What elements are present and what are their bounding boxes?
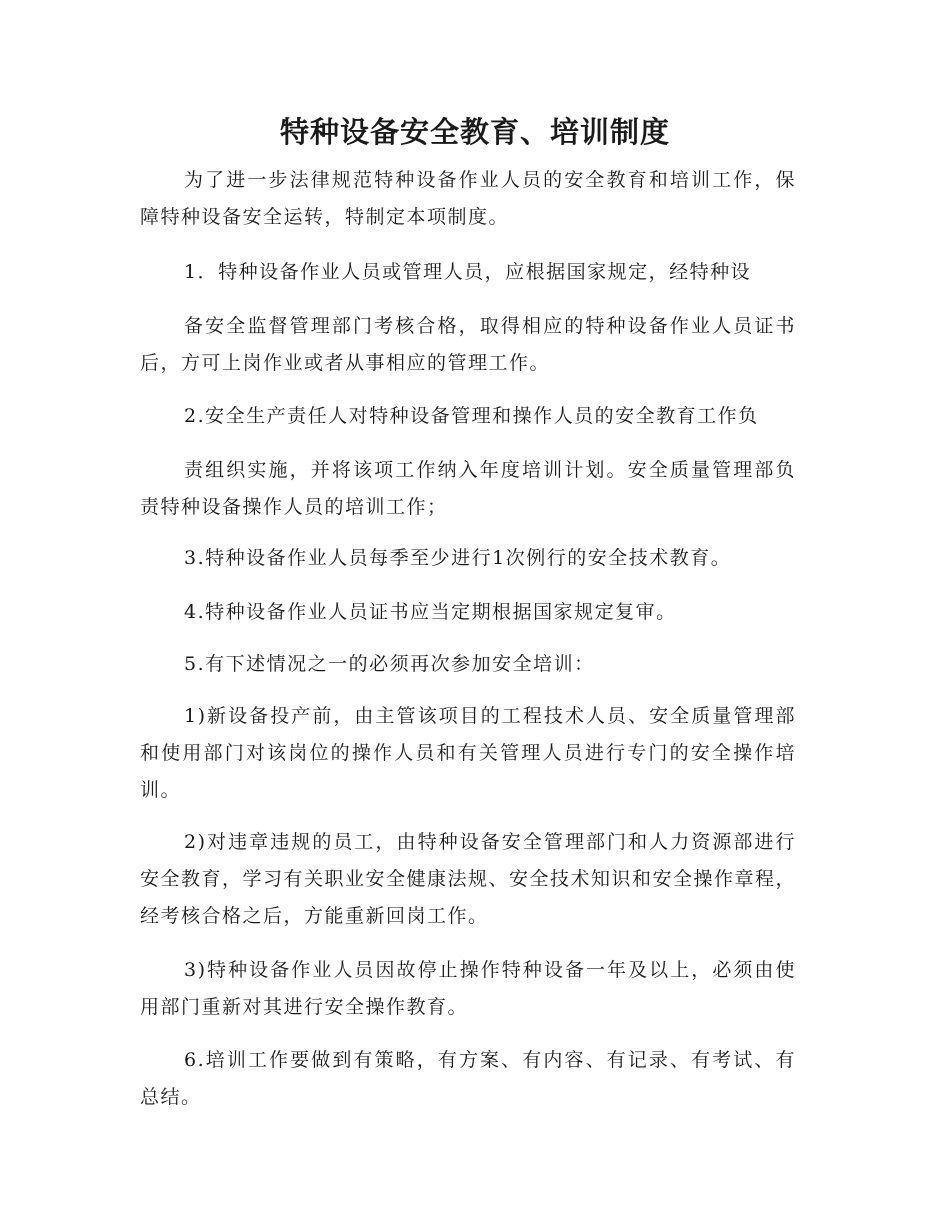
item-2-first-line: 2.安全生产责任人对特种设备管理和操作人员的安全教育工作负 xyxy=(184,405,759,427)
item-1-first-line: 1．特种设备作业人员或管理人员，应根据国家规定，经特种设 xyxy=(184,261,752,283)
item-1-continuation: 备安全监督管理部门考核合格，取得相应的特种设备作业人员证书后，方可上岗作业或者从事相应的管理工作。 xyxy=(140,315,796,374)
item-5: 5.有下述情况之一的必须再次参加安全培训： xyxy=(184,653,595,675)
item-5-sub-3: 3)特种设备作业人员因故停止操作特种设备一年及以上，必须由使用部门重新对其进行安全操作教育。 xyxy=(140,959,796,1018)
item-4: 4.特种设备作业人员证书应当定期根据国家规定复审。 xyxy=(184,601,677,623)
item-5-sub-1: 1)新设备投产前，由主管该项目的工程技术人员、安全质量管理部和使用部门对该岗位的操作人员和有关管理人员进行专门的安全操作培训。 xyxy=(140,705,796,801)
item-2-continuation: 责组织实施，并将该项工作纳入年度培训计划。安全质量管理部负责特种设备操作人员的培训工作； xyxy=(140,459,796,518)
item-3: 3.特种设备作业人员每季至少进行1次例行的安全技术教育。 xyxy=(184,547,732,569)
item-5-sub-2: 2)对违章违规的员工，由特种设备安全管理部门和人力资源部进行安全教育，学习有关职业安全健康法规、安全技术知识和安全操作章程，经考核合格之后，方能重新回岗工作。 xyxy=(140,831,797,927)
item-6: 6.培训工作要做到有策略，有方案、有内容、有记录、有考试、有总结。 xyxy=(140,1049,796,1108)
intro-paragraph: 为了进一步法律规范特种设备作业人员的安全教育和培训工作，保障特种设备安全运转，特制定本项制度。 xyxy=(140,169,796,228)
document-title: 特种设备安全教育、培训制度 xyxy=(279,115,670,149)
